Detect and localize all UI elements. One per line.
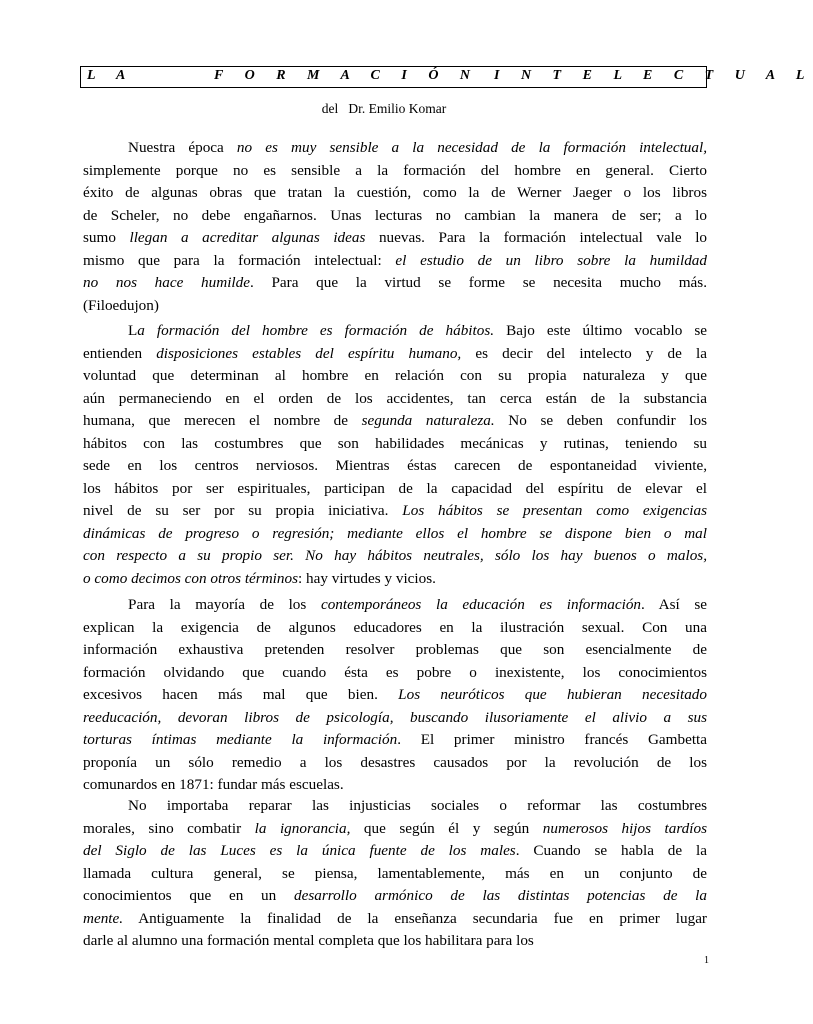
text-line	[83, 433, 707, 456]
italic-text: el estudio de un libro sobre la humildad	[395, 251, 707, 269]
text-line	[83, 840, 707, 863]
italic-text: disposiciones estables del espíritu humano,	[156, 344, 462, 362]
title-word-2: F O R M A C I Ó N	[214, 68, 480, 83]
text-span: que según él y según	[350, 819, 543, 837]
italic-text: llegan a acreditar algunas ideas	[129, 229, 366, 246]
text-span: . Para que la virtud se forme se necesita mucho más.	[249, 274, 707, 291]
italic-text: desarrollo armónico de las distintas potencias de la	[293, 887, 707, 904]
paragraph-2	[83, 320, 707, 590]
text-span: Bajo este último vocablo se	[494, 322, 708, 339]
text-span: éxito de algunas obras que tratan la cuestión, como la de Werner Jaeger o los libros	[83, 184, 707, 201]
text-line	[83, 160, 707, 183]
text-line	[83, 545, 707, 568]
paragraph-4	[83, 795, 707, 953]
text-line	[83, 343, 707, 366]
italic-text: no es muy sensible a la necesidad de la formación intelectual,	[236, 139, 707, 156]
text-span: llamada cultura general, se piensa, lamentablemente, más en un conjunto de	[83, 864, 707, 882]
text-line	[83, 478, 707, 501]
text-span: Nuestra época	[128, 139, 237, 156]
text-line	[83, 410, 707, 433]
text-line	[83, 662, 707, 685]
text-line	[83, 617, 707, 640]
text-span: (Filoedujon)	[83, 296, 159, 314]
text-span: sumo	[83, 229, 130, 246]
text-span: No se deben confundir los	[494, 412, 707, 429]
text-line	[83, 295, 707, 318]
text-span: : hay virtudes y vicios.	[298, 569, 436, 587]
text-span: morales, sino combatir	[83, 819, 255, 837]
text-span: Antiguamente la finalidad de la enseñanza secundaria fue en primer lugar	[123, 909, 707, 927]
title-box	[80, 66, 813, 88]
text-span: hábitos con las costumbres que son habilidades mecánicas y rutinas, teniendo su	[83, 434, 707, 452]
italic-text: reeducación, devoran libros de psicología, buscando ilusoriamente el alivio a sus	[83, 708, 707, 726]
text-line	[83, 568, 707, 591]
page-number: 1	[704, 955, 709, 966]
text-span: mismo que para la formación intelectual:	[83, 251, 396, 269]
text-span: L	[128, 322, 138, 339]
text-line	[83, 818, 707, 841]
text-span: . El primer ministro francés Gambetta	[397, 731, 707, 748]
text-span: Para la mayoría de los	[128, 596, 321, 613]
text-line	[83, 707, 707, 730]
paragraph-3	[83, 594, 707, 797]
text-span: conocimientos que en un	[83, 887, 294, 904]
text-span: simplemente porque no es sensible a la formación del hombre en general. Cierto	[83, 161, 707, 179]
text-span: humana, que merecen el nombre de	[83, 412, 362, 429]
italic-text: Los hábitos se presentan como exigencias	[402, 502, 707, 519]
text-line	[83, 594, 707, 617]
text-line	[83, 365, 707, 388]
text-span: es decir del intelecto y de la	[461, 344, 707, 362]
author-line: del Dr. Emilio Komar	[321, 101, 447, 116]
italic-text: con respecto a su propio ser. No hay hábitos neutrales, sólo los hay buenos o malos,	[83, 547, 707, 564]
text-line	[83, 272, 707, 295]
text-span: nivel de su ser por su propia iniciativa.	[83, 502, 403, 519]
italic-text: del Siglo de las Luces es la única fuente de los males	[83, 842, 516, 859]
text-span: No importaba reparar las injusticias sociales o reformar las costumbres	[128, 797, 707, 814]
text-span: comunardos en 1871: fundar más escuelas.	[83, 776, 344, 793]
text-line	[83, 639, 707, 662]
text-line	[83, 752, 707, 775]
text-span: entienden	[83, 344, 157, 362]
text-span: proponía un sólo remedio a los desastres causados por la revolución de los	[83, 753, 707, 771]
italic-text: a formación del hombre es formación de hábitos.	[137, 322, 495, 339]
text-span: . Así se	[641, 596, 707, 613]
text-span: los hábitos por ser espirituales, participan de la capacidad del espíritu de elevar el	[83, 479, 707, 497]
text-line	[83, 227, 707, 250]
text-line	[83, 774, 707, 797]
text-line	[83, 388, 707, 411]
text-span: voluntad que determinan al hombre en relación con su propia naturaleza y que	[83, 367, 707, 384]
italic-text: la ignorancia,	[254, 819, 351, 837]
text-line	[83, 930, 707, 953]
text-span: formación olvidando que cuando ésta es pobre o inexistente, los conocimientos	[83, 663, 707, 681]
text-line	[83, 182, 707, 205]
text-span: de Scheler, no debe engañarnos. Unas lecturas no cambian la manera de ser; a lo	[83, 206, 707, 224]
italic-text: contemporáneos la educación es información	[320, 596, 642, 613]
italic-text: Los neuróticos que hubieran necesitado	[398, 686, 707, 703]
text-line	[83, 863, 707, 886]
text-span: explican la exigencia de algunos educadores en la ilustración sexual. Con una	[83, 618, 707, 636]
text-line	[83, 205, 707, 228]
text-line	[83, 500, 707, 523]
title-word-3: I N T E L E C T U A L	[494, 68, 813, 83]
text-span: darle al alumno una formación mental completa que los habilitara para los	[83, 932, 534, 949]
text-line	[83, 795, 707, 818]
italic-text: torturas íntimas mediante la información	[83, 731, 398, 748]
text-line	[83, 684, 707, 707]
text-span: sede en los centros nerviosos. Mientras éstas carecen de espontaneidad viviente,	[83, 457, 707, 474]
text-span: aún permaneciendo en el orden de los accidentes, tan cerca están de la substancia	[83, 389, 707, 407]
text-line	[83, 250, 707, 273]
text-line	[83, 729, 707, 752]
italic-text: dinámicas de progreso o regresión; mediante ellos el hombre se dispone bien o mal	[83, 524, 707, 542]
text-span: . Cuando se habla de la	[515, 842, 707, 859]
italic-text: mente.	[83, 909, 124, 927]
text-line	[83, 885, 707, 908]
text-line	[83, 137, 707, 160]
italic-text: numerosos hijos tardíos	[542, 819, 708, 837]
paragraph-1	[83, 137, 707, 317]
italic-text: segunda naturaleza.	[361, 412, 495, 429]
text-span: excesivos hacen más mal que bien.	[83, 686, 399, 703]
text-span: nuevas. Para la formación intelectual vale lo	[365, 229, 708, 246]
text-line	[83, 523, 707, 546]
text-line	[83, 908, 707, 931]
italic-text: o como decimos con otros términos	[83, 569, 298, 587]
italic-text: no nos hace humilde	[83, 274, 250, 291]
text-line	[83, 455, 707, 478]
title-word-1: L A	[87, 68, 135, 83]
text-line	[83, 320, 707, 343]
text-span: información exhaustiva pretenden resolver problemas que son esencialmente de	[83, 641, 707, 658]
